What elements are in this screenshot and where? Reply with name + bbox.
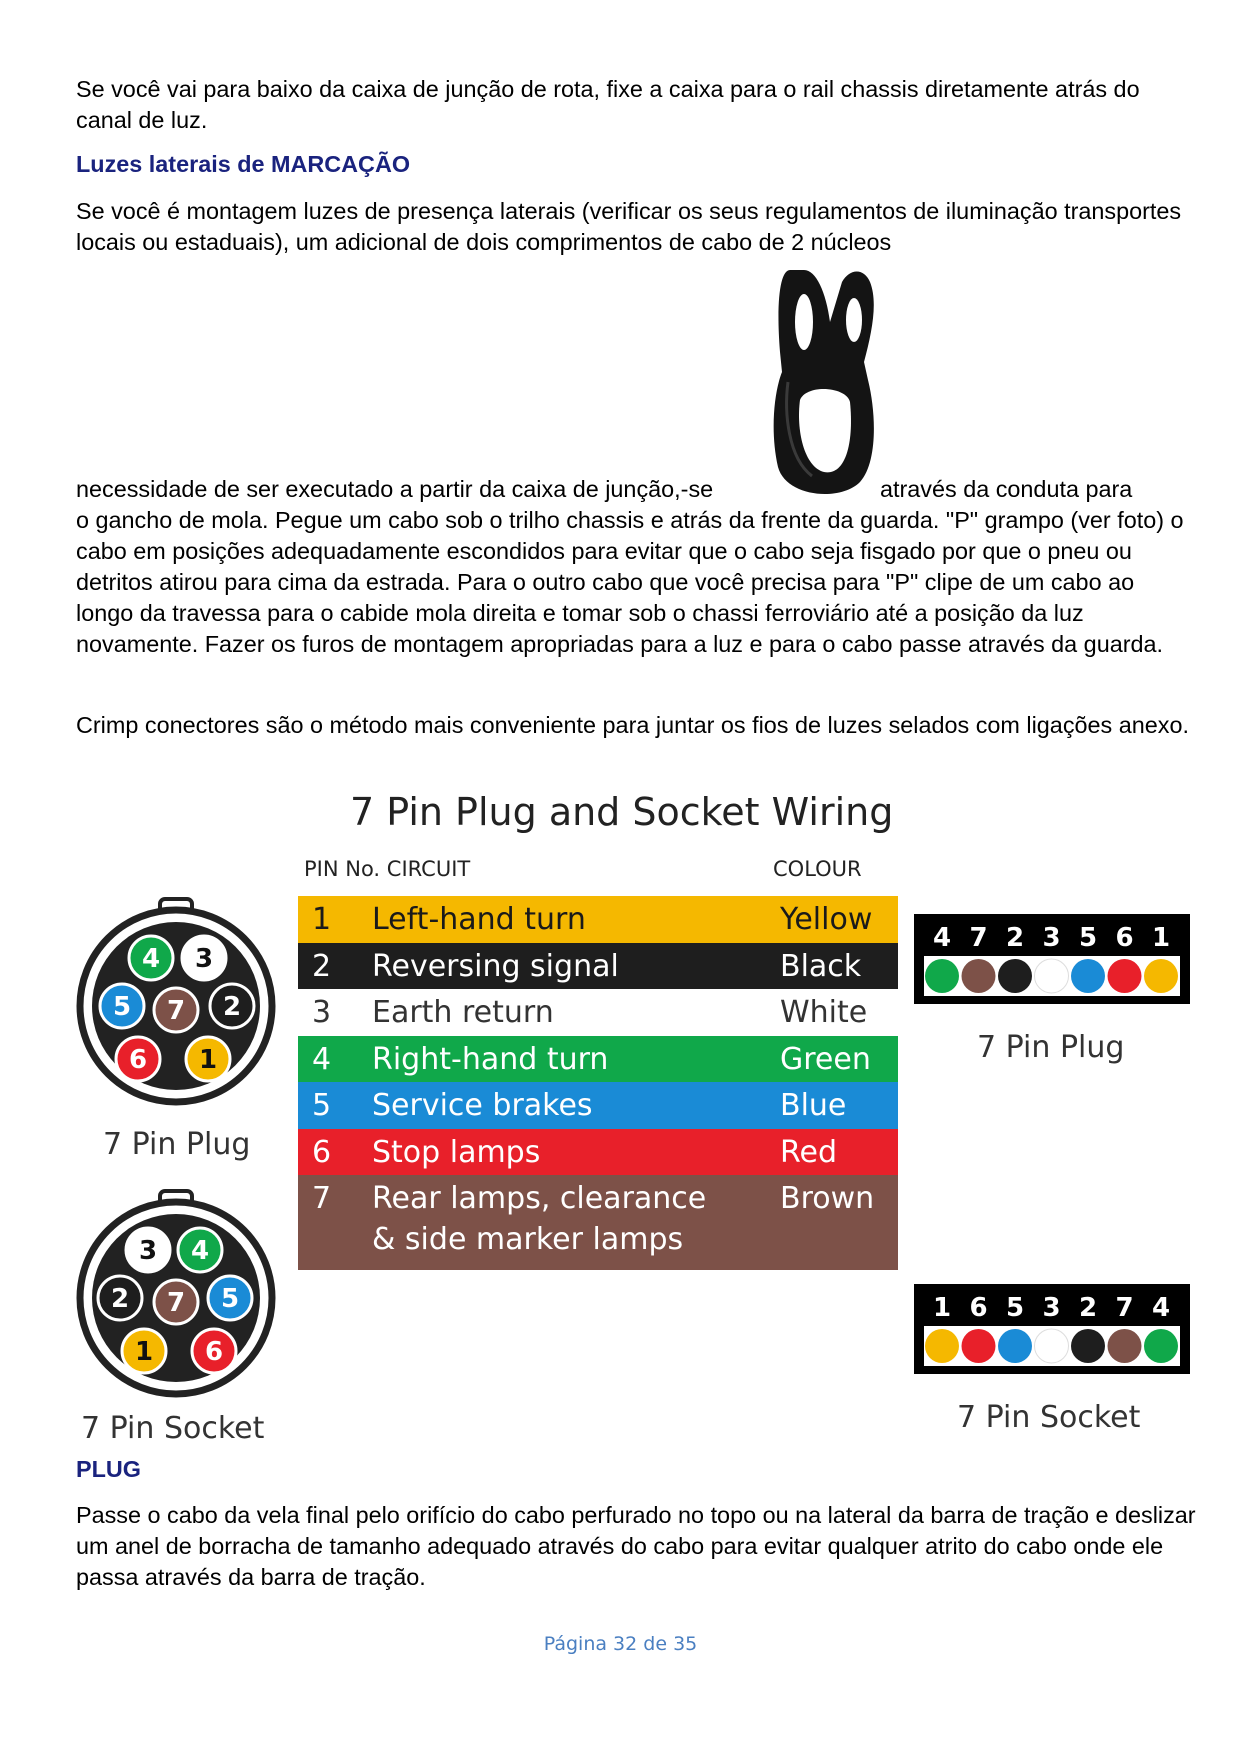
flat-pin-1-dot (925, 1329, 959, 1363)
flat-pin-7-label: 7 (1115, 1293, 1134, 1323)
pin-4-label: 4 (141, 944, 161, 974)
flat-pin-7-dot (962, 959, 996, 993)
wire-colour: Blue (780, 1088, 847, 1123)
pin-number: 4 (312, 1041, 332, 1077)
wiring-row-4 (298, 1036, 898, 1083)
flat-pin-1-label: 1 (1151, 923, 1171, 953)
round-socket-diagram (76, 1188, 276, 1400)
flat-pin-2-label: 2 (1078, 1293, 1098, 1323)
flat-pin-3-label: 3 (1042, 1293, 1061, 1323)
pin-3-label: 3 (138, 1236, 158, 1266)
circuit-name: Right-hand turn (372, 1041, 609, 1077)
flat-pin-6-dot (962, 1329, 996, 1363)
wiring-row-3 (298, 989, 898, 1036)
round-plug-caption: 7 Pin Plug (103, 1127, 251, 1162)
paragraph-cable-route: o gancho de mola. Pegue um cabo sob o trilho chassis e atrás da frente da guarda. "P" grampo (ver foto) o cabo em posições adequadamente escondidos para evitar que o cabo seja fisgado por que o pneu ou detritos atirou para cima da estrada. Para o outro cabo que você precisa para "P" clipe de um cabo ao longo da travessa para o cabide mola direita e tomar sob o chassi ferroviário até a posição da luz novamente. Fazer os furos de montagem apropriadas para a luz e para o cabo passe através da guarda. (76, 507, 1184, 657)
wiring-table (298, 896, 898, 1270)
heading-marker-lights: Luzes laterais de MARCAÇÃO (76, 151, 411, 177)
pin-4-label: 4 (190, 1236, 210, 1266)
pin-2-label: 2 (110, 1284, 130, 1314)
flat-pin-4-label: 4 (932, 923, 952, 953)
pin-number: 7 (312, 1181, 332, 1216)
flat-pin-6-label: 6 (1115, 923, 1134, 953)
wire-colour: White (780, 995, 868, 1030)
flat-pin-7-dot (1108, 1329, 1142, 1363)
column-header-pin-circuit: PIN No. CIRCUIT (304, 857, 471, 881)
pin-5-label: 5 (112, 992, 132, 1022)
pin-1-label: 1 (198, 1045, 218, 1075)
flat-pin-2-label: 2 (1005, 923, 1025, 953)
flat-pin-2-dot (1071, 1329, 1105, 1363)
flat-pin-6-label: 6 (969, 1293, 988, 1323)
pin-1-label: 1 (134, 1337, 154, 1367)
wiring-row-2 (298, 943, 898, 990)
pin-number: 6 (312, 1134, 332, 1170)
paragraph-cable-route-after-clip: através da conduta para (880, 476, 1133, 502)
p-clip-photo (760, 262, 882, 504)
wiring-row-6 (298, 1129, 898, 1176)
pin-7-label: 7 (166, 1288, 186, 1318)
circuit-name: Left-hand turn (372, 902, 586, 937)
flat-pin-5-label: 5 (1005, 1293, 1025, 1323)
flat-pin-3-dot (1035, 1329, 1069, 1363)
round-socket-caption: 7 Pin Socket (81, 1411, 265, 1446)
flat-pin-5-label: 5 (1078, 923, 1098, 953)
circuit-name: Stop lamps (372, 1134, 541, 1170)
flat-pin-1-dot (1144, 959, 1178, 993)
flat-pin-5-dot (998, 1329, 1032, 1363)
paragraph-route-box: Se você vai para baixo da caixa de junção de rota, fixe a caixa para o rail chassis diretamente atrás do canal de luz. (76, 76, 1140, 133)
paragraph-cable-route-start: necessidade de ser executado a partir da caixa de junção,-se (76, 476, 714, 502)
pin-3-label: 3 (194, 944, 214, 974)
flat-pin-1-label: 1 (932, 1293, 952, 1323)
wiring-row-7 (298, 1175, 898, 1270)
wire-colour: Red (780, 1134, 837, 1170)
flat-pin-4-label: 4 (1151, 1293, 1171, 1323)
pin-number: 2 (312, 948, 332, 984)
page-number-footer: Página 32 de 35 (543, 1633, 698, 1655)
flat-pin-7-label: 7 (969, 923, 988, 953)
paragraph-plug: Passe o cabo da vela final pelo orifício do cabo perfurado no topo ou na lateral da barra de tração e deslizar um anel de borracha de tamanho adequado através do cabo para evitar qualquer atrito do cabo onde ele passa através da barra de tração. (76, 1502, 1196, 1590)
circuit-name: Earth return (372, 995, 554, 1030)
flat-pin-6-dot (1108, 959, 1142, 993)
pin-number: 3 (312, 995, 332, 1030)
round-plug-diagram (76, 896, 276, 1108)
circuit-name: Reversing signal (372, 948, 619, 984)
circuit-name: Service brakes (372, 1088, 593, 1123)
circuit-name: Rear lamps, clearance (372, 1181, 707, 1216)
wire-colour: Black (780, 948, 862, 984)
pin-6-label: 6 (204, 1337, 224, 1367)
flat-plug-caption: 7 Pin Plug (977, 1030, 1125, 1065)
pin-7-label: 7 (166, 996, 186, 1026)
flat-pin-4-dot (1144, 1329, 1178, 1363)
flat-pin-3-label: 3 (1042, 923, 1061, 953)
flat-pin-3-dot (1035, 959, 1069, 993)
flat-socket-caption: 7 Pin Socket (957, 1400, 1141, 1435)
flat-socket-diagram (912, 1282, 1192, 1376)
wiring-row-5 (298, 1082, 898, 1129)
column-header-colour: COLOUR (773, 857, 862, 881)
pin-6-label: 6 (128, 1045, 148, 1075)
flat-pin-2-dot (998, 959, 1032, 993)
wiring-figure-title: 7 Pin Plug and Socket Wiring (350, 790, 894, 834)
flat-plug-diagram (912, 912, 1192, 1006)
flat-pin-4-dot (925, 959, 959, 993)
wire-colour: Brown (780, 1181, 875, 1216)
flat-pin-5-dot (1071, 959, 1105, 993)
wire-colour: Yellow (780, 902, 873, 937)
wire-colour: Green (780, 1041, 871, 1077)
pin-number: 5 (312, 1088, 332, 1123)
pin-5-label: 5 (220, 1284, 240, 1314)
paragraph-crimp-connectors: Crimp conectores são o método mais conveniente para juntar os fios de luzes selados com ligações anexo. (76, 712, 1189, 738)
circuit-name-line2: & side marker lamps (372, 1222, 684, 1257)
pin-number: 1 (312, 902, 332, 937)
wiring-row-1 (298, 896, 898, 943)
heading-plug: PLUG (76, 1456, 141, 1482)
pin-2-label: 2 (222, 992, 242, 1022)
paragraph-side-lights: Se você é montagem luzes de presença laterais (verificar os seus regulamentos de iluminação transportes locais ou estaduais), um adicional de dois comprimentos de cabo de 2 núcleos (76, 198, 1182, 255)
